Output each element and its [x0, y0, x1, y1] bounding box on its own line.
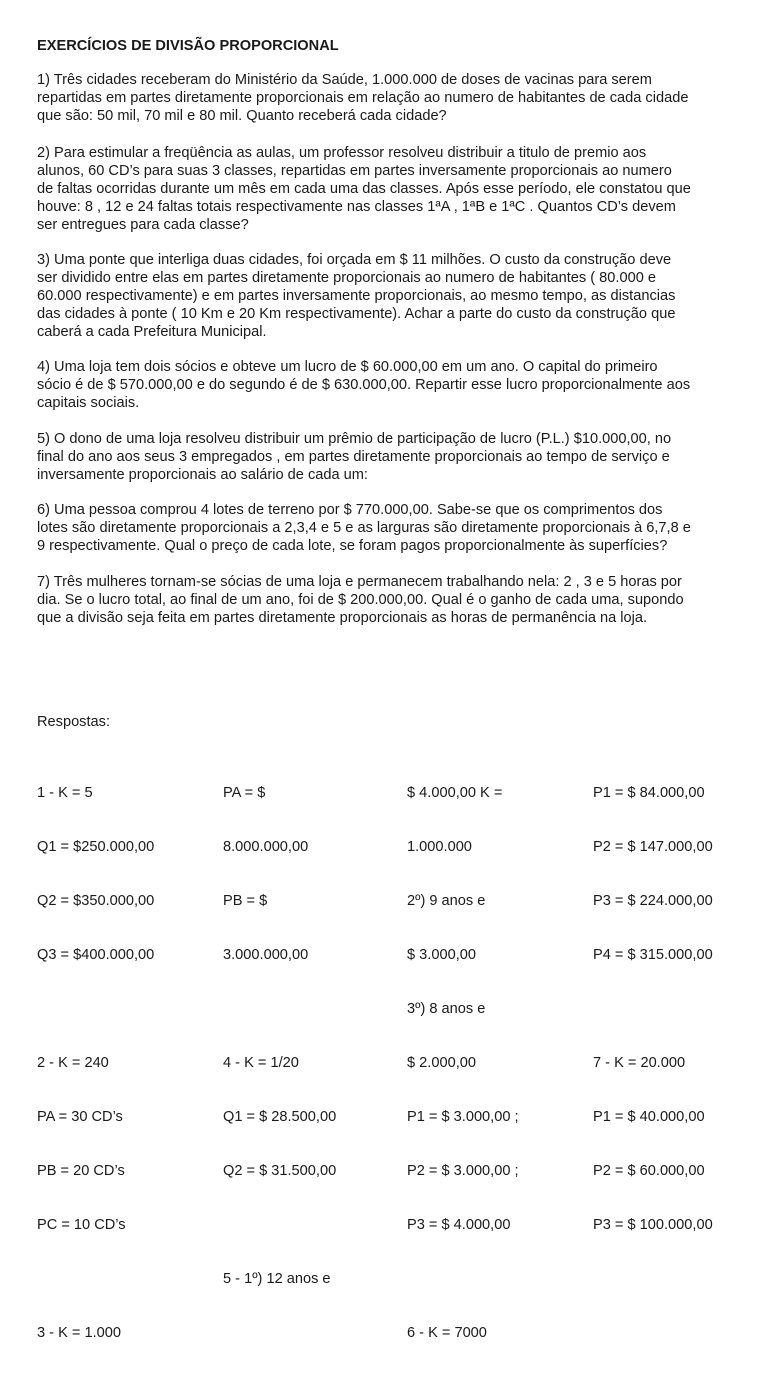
answer-line: 3.000.000,00 — [223, 947, 309, 963]
question-4: 4) Uma loja tem dois sócios e obteve um lucro de $ 60.000,00 em um ano. O capital do primeiro sócio é de $ 570.000,00 e do segundo é de $ 630.000,00. Repartir esse lucro proporcionalmente aos capitais sociais. — [37, 359, 691, 411]
answer-line: 1.000.000 — [407, 839, 472, 855]
answer-line: 8.000.000,00 — [223, 839, 309, 855]
question-2: 2) Para estimular a freqüência as aulas, um professor resolveu distribuir a titulo de premio aos alunos, 60 CD’s para suas 3 classes, repartidas em partes inversamente proporcionais ao numero de faltas ocorridas durante um mês em cada uma das classes. Após esse período, ele constatou que houve: 8 , 12 e 24 faltas totais respectivamente nas classes 1ªA , 1ªB e 1ªC . Quantos CD’s devem ser entregues para cada classe? — [37, 145, 691, 233]
answer-line: P3 = $ 4.000,00 — [407, 1217, 511, 1233]
answer-line: $ 4.000,00 K = — [407, 785, 503, 801]
answer-line: P2 = $ 60.000,00 — [593, 1163, 705, 1179]
answer-line: 3 - K = 1.000 — [37, 1325, 121, 1341]
answer-line: P3 = $ 100.000,00 — [593, 1217, 713, 1233]
answer-line — [407, 1270, 519, 1288]
answer-line: 2 - K = 240 — [37, 1055, 109, 1071]
answer-line — [593, 1000, 713, 1018]
answer-line: $ 3.000,00 — [407, 947, 476, 963]
answer-line: 2º) 9 anos e — [407, 893, 486, 909]
answer-line: P2 = $ 147.000,00 — [593, 839, 713, 855]
answer-line: P2 = $ 3.000,00 ; — [407, 1163, 519, 1179]
answer-line: PA = 30 CD’s — [37, 1109, 123, 1125]
question-1: 1) Três cidades receberam do Ministério da Saúde, 1.000.000 de doses de vacinas para serem repartidas em partes diretamente proporcionais em relação ao numero de habitantes de cada cidade que são: 50 mil, 70 mil e 80 mil. Quanto receberá cada cidade? — [37, 72, 689, 124]
answer-line — [223, 1000, 336, 1018]
answer-line: P1 = $ 40.000,00 — [593, 1109, 705, 1125]
answer-line: Q2 = $350.000,00 — [37, 893, 155, 909]
answer-line: Q2 = $ 31.500,00 — [223, 1163, 337, 1179]
answer-line: P1 = $ 84.000,00 — [593, 785, 705, 801]
answers-heading: Respostas: — [37, 714, 111, 730]
answer-line: PC = 10 CD’s — [37, 1217, 126, 1233]
answer-line: 4 - K = 1/20 — [223, 1055, 299, 1071]
answer-line: PA = $ — [223, 785, 266, 801]
answer-line: 3º) 8 anos e — [407, 1001, 486, 1017]
answers-column-1 — [37, 748, 154, 1378]
answer-line: PB = $ — [223, 893, 268, 909]
answer-line: 5 - 1º) 12 anos e — [223, 1271, 331, 1287]
answers-column-2 — [223, 748, 336, 1324]
answer-line: $ 2.000,00 — [407, 1055, 476, 1071]
answer-line: P1 = $ 3.000,00 ; — [407, 1109, 519, 1125]
answer-line: 7 - K = 20.000 — [593, 1055, 686, 1071]
answer-line: Q3 = $400.000,00 — [37, 947, 155, 963]
answer-line: 1 - K = 5 — [37, 785, 93, 801]
answer-line — [37, 1000, 154, 1018]
question-6: 6) Uma pessoa comprou 4 lotes de terreno por $ 770.000,00. Sabe-se que os comprimentos dos lotes são diretamente proporcionais a 2,3,4 e 5 e as larguras são diretamente proporcionais à 6,7,8 e 9 respectivamente. Qual o preço de cada lote, se foram pagos proporcionalmente às superfícies? — [37, 502, 691, 554]
answers-column-4 — [593, 748, 713, 1270]
answer-line — [37, 1270, 154, 1288]
question-3: 3) Uma ponte que interliga duas cidades, foi orçada em $ 11 milhões. O custo da construção deve ser dividido entre elas em partes diretamente proporcionais ao numero de habitantes ( 80.000 e 60.000 respectivamente) e em partes inversamente proporcionais, ao mesmo tempo, as distancias das cidades à ponte ( 10 Km e 20 Km respectivamente). Achar a parte do custo da construção que caberá a cada Prefeitura Municipal. — [37, 252, 676, 340]
answer-line: Q1 = $250.000,00 — [37, 839, 155, 855]
answer-line: P3 = $ 224.000,00 — [593, 893, 713, 909]
answer-line: Q1 = $ 28.500,00 — [223, 1109, 337, 1125]
question-5: 5) O dono de uma loja resolveu distribuir um prêmio de participação de lucro (P.L.) $10.000,00, no final do ano aos seus 3 empregados , em partes diretamente proporcionais ao tempo de serviço e inversamente proporcionais ao salário de cada um: — [37, 431, 672, 483]
answer-line: P4 = $ 315.000,00 — [593, 947, 713, 963]
page-title: EXERCÍCIOS DE DIVISÃO PROPORCIONAL — [37, 38, 339, 54]
question-7: 7) Três mulheres tornam-se sócias de uma loja e permanecem trabalhando nela: 2 , 3 e 5 horas por dia. Se o lucro total, ao final de um ano, foi de $ 200.000,00. Qual é o ganho de cada uma, supondo que a divisão seja feita em partes diretamente proporcionais as horas de permanência na loja. — [37, 574, 684, 626]
answer-line: 6 - K = 7000 — [407, 1325, 487, 1341]
answer-line: PB = 20 CD’s — [37, 1163, 125, 1179]
answer-line — [223, 1216, 336, 1234]
answers-column-3 — [407, 748, 519, 1378]
